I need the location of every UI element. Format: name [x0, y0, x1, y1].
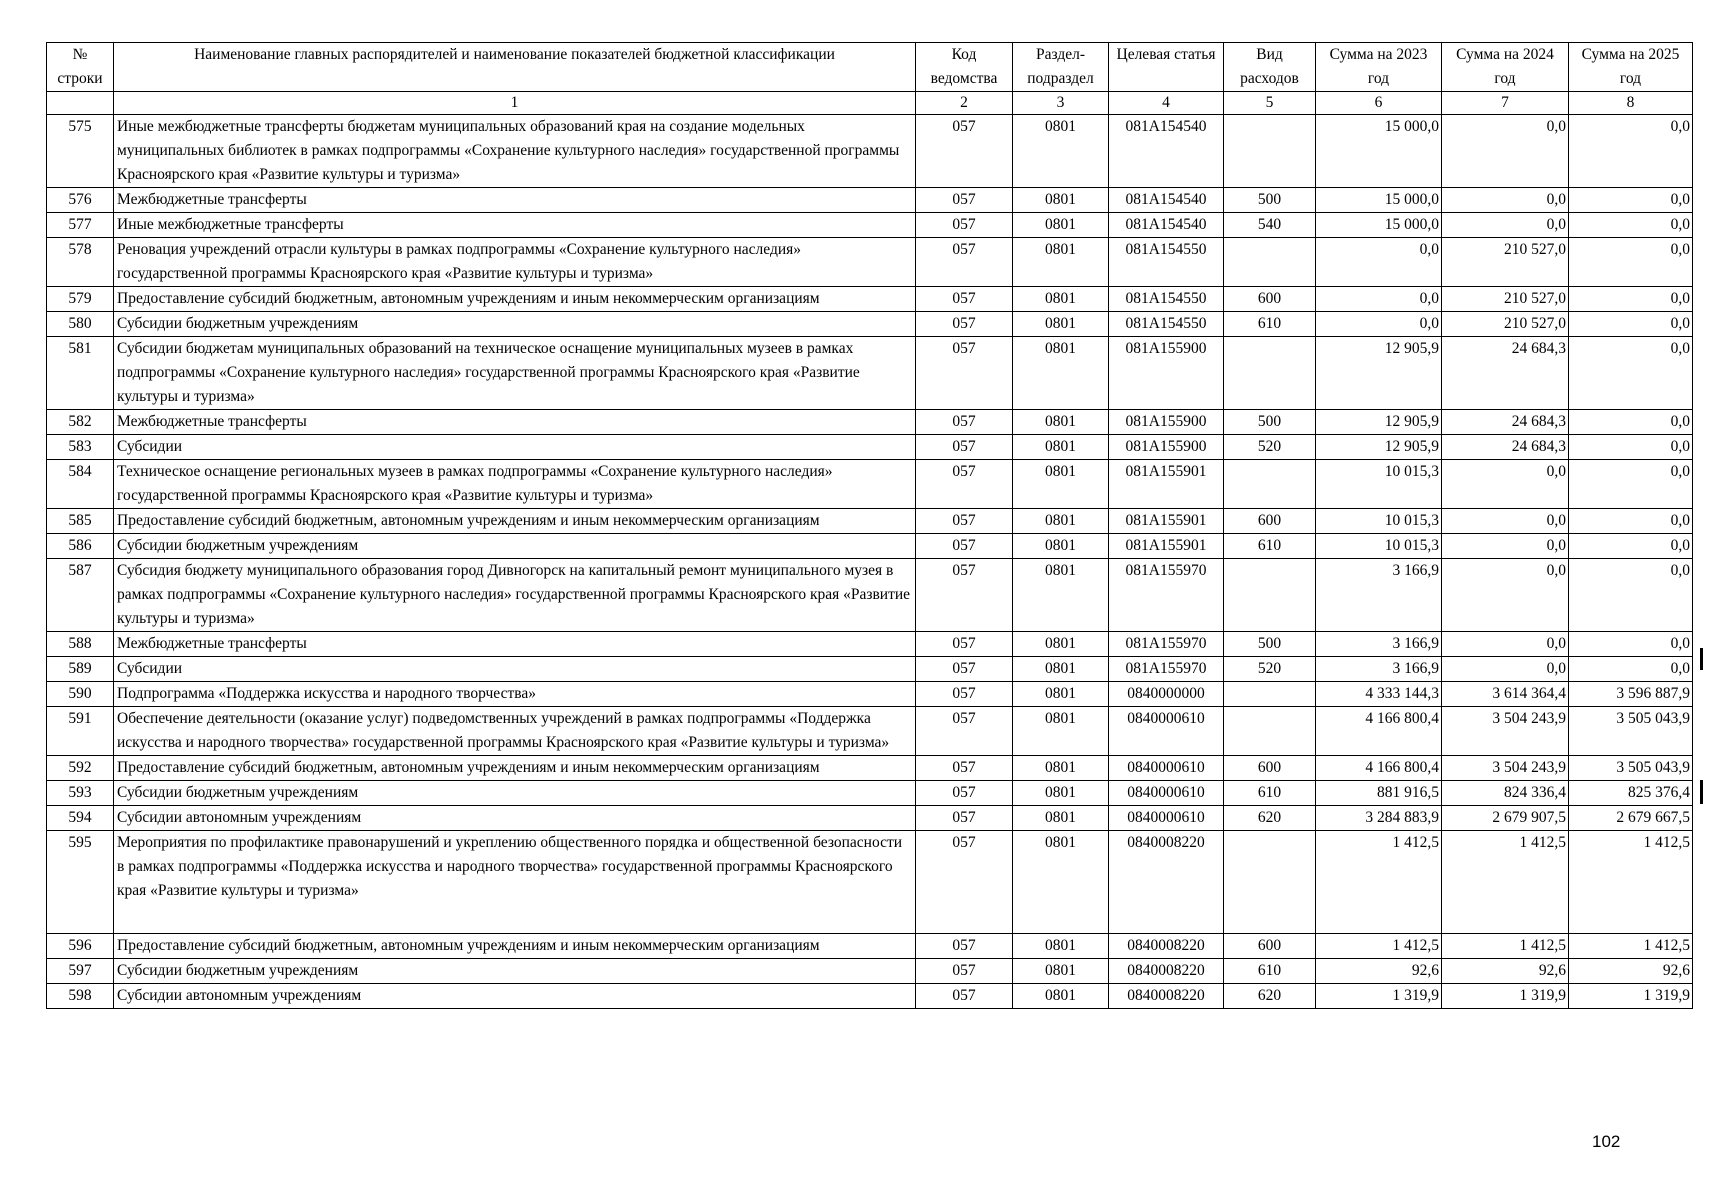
- cell-section: 0801: [1013, 460, 1109, 509]
- cell-sum-2025: 0,0: [1569, 287, 1693, 312]
- cell-section: 0801: [1013, 707, 1109, 756]
- page-number: 102: [1592, 1132, 1621, 1151]
- cell-sum-2023: 4 166 800,4: [1316, 756, 1442, 781]
- cell-sum-2024: 0,0: [1442, 460, 1569, 509]
- cell-department-code: 057: [916, 238, 1013, 287]
- cell-target-item: 081A154540: [1109, 213, 1224, 238]
- column-number: 5: [1224, 92, 1316, 115]
- cell-target-item: 0840008220: [1109, 959, 1224, 984]
- budget-table: [46, 42, 1693, 1009]
- table-row: [47, 337, 1693, 410]
- column-number: 3: [1013, 92, 1109, 115]
- cell-department-code: 057: [916, 934, 1013, 959]
- cell-row-number: 593: [47, 781, 114, 806]
- cell-sum-2025: 3 505 043,9: [1569, 707, 1693, 756]
- cell-sum-2023: 1 412,5: [1316, 934, 1442, 959]
- table-row: [47, 188, 1693, 213]
- cell-expense-type: 600: [1224, 509, 1316, 534]
- column-number: 8: [1569, 92, 1693, 115]
- cell-sum-2023: 3 284 883,9: [1316, 806, 1442, 831]
- cell-expense-type: 610: [1224, 534, 1316, 559]
- cell-sum-2025: 3 596 887,9: [1569, 682, 1693, 707]
- table-row: [47, 509, 1693, 534]
- column-number: 7: [1442, 92, 1569, 115]
- cell-sum-2023: 4 333 144,3: [1316, 682, 1442, 707]
- cell-name: Межбюджетные трансферты: [114, 632, 916, 657]
- cell-row-number: 589: [47, 657, 114, 682]
- cell-name: Реновация учреждений отрасли культуры в рамках подпрограммы «Сохранение культурного наследия» государственной программы Красноярского края «Развитие культуры и туризма»: [114, 238, 916, 287]
- cell-sum-2025: 3 505 043,9: [1569, 756, 1693, 781]
- cell-section: 0801: [1013, 312, 1109, 337]
- cell-expense-type: [1224, 682, 1316, 707]
- cell-target-item: 081A155900: [1109, 410, 1224, 435]
- cell-department-code: 057: [916, 410, 1013, 435]
- cell-department-code: 057: [916, 188, 1013, 213]
- cell-name: Межбюджетные трансферты: [114, 410, 916, 435]
- cell-sum-2024: 24 684,3: [1442, 410, 1569, 435]
- cell-target-item: 081A155901: [1109, 534, 1224, 559]
- cell-expense-type: 620: [1224, 806, 1316, 831]
- cell-sum-2025: 0,0: [1569, 213, 1693, 238]
- cell-department-code: 057: [916, 460, 1013, 509]
- cell-department-code: 057: [916, 707, 1013, 756]
- cell-expense-type: 600: [1224, 934, 1316, 959]
- cell-sum-2024: 92,6: [1442, 959, 1569, 984]
- table-row: [47, 934, 1693, 959]
- cell-name: Субсидии бюджетным учреждениям: [114, 534, 916, 559]
- cell-section: 0801: [1013, 959, 1109, 984]
- table-row: [47, 781, 1693, 806]
- cell-section: 0801: [1013, 984, 1109, 1009]
- cell-name: Иные межбюджетные трансферты бюджетам муниципальных образований края на создание модельных муниципальных библиотек в рамках подпрограммы «Сохранение культурного наследия» государственной программы Красноярского края «Развитие культуры и туризма»: [114, 115, 916, 188]
- cell-sum-2023: 0,0: [1316, 312, 1442, 337]
- table-body: [47, 115, 1693, 1009]
- cell-sum-2024: 1 319,9: [1442, 984, 1569, 1009]
- cell-sum-2023: 3 166,9: [1316, 559, 1442, 632]
- table-row: [47, 831, 1693, 934]
- header-section: Раздел-подраздел: [1013, 43, 1109, 92]
- cell-name: Предоставление субсидий бюджетным, автономным учреждениям и иным некоммерческим организациям: [114, 509, 916, 534]
- cell-expense-type: 620: [1224, 984, 1316, 1009]
- cell-expense-type: [1224, 238, 1316, 287]
- cell-section: 0801: [1013, 509, 1109, 534]
- column-number: 2: [916, 92, 1013, 115]
- cell-sum-2025: 0,0: [1569, 435, 1693, 460]
- cell-sum-2024: 0,0: [1442, 534, 1569, 559]
- cell-target-item: 081A154550: [1109, 287, 1224, 312]
- table-row: [47, 460, 1693, 509]
- cell-name: Субсидии автономным учреждениям: [114, 806, 916, 831]
- cell-sum-2023: 12 905,9: [1316, 410, 1442, 435]
- cell-target-item: 0840008220: [1109, 984, 1224, 1009]
- cell-section: 0801: [1013, 756, 1109, 781]
- cell-name: Предоставление субсидий бюджетным, автономным учреждениям и иным некоммерческим организациям: [114, 756, 916, 781]
- table-row: [47, 756, 1693, 781]
- column-number: 1: [114, 92, 916, 115]
- cell-section: 0801: [1013, 657, 1109, 682]
- cell-department-code: 057: [916, 312, 1013, 337]
- cell-section: 0801: [1013, 410, 1109, 435]
- cell-sum-2024: 0,0: [1442, 509, 1569, 534]
- cell-row-number: 592: [47, 756, 114, 781]
- header-row: [47, 43, 1693, 92]
- cell-name: Субсидии автономным учреждениям: [114, 984, 916, 1009]
- cell-department-code: 057: [916, 682, 1013, 707]
- table-row: [47, 287, 1693, 312]
- cell-sum-2025: 2 679 667,5: [1569, 806, 1693, 831]
- cell-sum-2023: 0,0: [1316, 238, 1442, 287]
- cell-row-number: 582: [47, 410, 114, 435]
- table-row: [47, 213, 1693, 238]
- cell-sum-2025: 0,0: [1569, 410, 1693, 435]
- cell-row-number: 591: [47, 707, 114, 756]
- cell-target-item: 081A154550: [1109, 312, 1224, 337]
- cell-sum-2023: 10 015,3: [1316, 534, 1442, 559]
- table-row: [47, 238, 1693, 287]
- cell-sum-2025: 1 412,5: [1569, 934, 1693, 959]
- cell-sum-2024: 24 684,3: [1442, 337, 1569, 410]
- cell-department-code: 057: [916, 984, 1013, 1009]
- cell-row-number: 578: [47, 238, 114, 287]
- cell-sum-2024: 3 614 364,4: [1442, 682, 1569, 707]
- cell-target-item: 0840008220: [1109, 831, 1224, 934]
- cell-row-number: 588: [47, 632, 114, 657]
- column-number-row: [47, 92, 1693, 115]
- cell-name: Предоставление субсидий бюджетным, автономным учреждениям и иным некоммерческим организациям: [114, 287, 916, 312]
- table-row: [47, 657, 1693, 682]
- cell-department-code: 057: [916, 509, 1013, 534]
- cell-section: 0801: [1013, 806, 1109, 831]
- cell-department-code: 057: [916, 959, 1013, 984]
- cell-name: Субсидии бюджетам муниципальных образований на техническое оснащение муниципальных музеев в рамках подпрограммы «Сохранение культурного наследия» государственной программы Красноярского края «Развитие культуры и туризма»: [114, 337, 916, 410]
- column-number: 4: [1109, 92, 1224, 115]
- cell-target-item: 0840000610: [1109, 781, 1224, 806]
- cell-name: Субсидии: [114, 657, 916, 682]
- cell-expense-type: [1224, 115, 1316, 188]
- cell-department-code: 057: [916, 756, 1013, 781]
- cell-row-number: 584: [47, 460, 114, 509]
- cell-sum-2025: 0,0: [1569, 632, 1693, 657]
- header-department-code: Код ведомства: [916, 43, 1013, 92]
- cell-expense-type: 500: [1224, 188, 1316, 213]
- cell-row-number: 594: [47, 806, 114, 831]
- cell-target-item: 081A154540: [1109, 188, 1224, 213]
- cell-name: Субсидии бюджетным учреждениям: [114, 959, 916, 984]
- cell-department-code: 057: [916, 781, 1013, 806]
- cell-department-code: 057: [916, 534, 1013, 559]
- cell-target-item: 081A155970: [1109, 559, 1224, 632]
- table-row: [47, 435, 1693, 460]
- cell-department-code: 057: [916, 559, 1013, 632]
- cell-row-number: 598: [47, 984, 114, 1009]
- cell-sum-2025: 0,0: [1569, 312, 1693, 337]
- table-row: [47, 632, 1693, 657]
- cell-target-item: 081A154550: [1109, 238, 1224, 287]
- cell-target-item: 0840008220: [1109, 934, 1224, 959]
- cell-sum-2025: 1 412,5: [1569, 831, 1693, 934]
- cell-section: 0801: [1013, 188, 1109, 213]
- cell-sum-2025: 825 376,4: [1569, 781, 1693, 806]
- header-sum-2025: Сумма на 2025 год: [1569, 43, 1693, 92]
- cell-row-number: 595: [47, 831, 114, 934]
- cell-expense-type: 520: [1224, 657, 1316, 682]
- cell-target-item: 0840000610: [1109, 756, 1224, 781]
- cell-expense-type: 600: [1224, 287, 1316, 312]
- cell-row-number: 590: [47, 682, 114, 707]
- cell-name: Межбюджетные трансферты: [114, 188, 916, 213]
- cell-sum-2025: 0,0: [1569, 534, 1693, 559]
- cell-name: Обеспечение деятельности (оказание услуг) подведомственных учреждений в рамках подпрограммы «Поддержка искусства и народного творчества» государственной программы Красноярского края «Развитие культуры и туризма»: [114, 707, 916, 756]
- cell-sum-2025: 0,0: [1569, 188, 1693, 213]
- table-row: [47, 707, 1693, 756]
- cell-section: 0801: [1013, 213, 1109, 238]
- cell-sum-2023: 1 412,5: [1316, 831, 1442, 934]
- cell-sum-2024: 0,0: [1442, 115, 1569, 188]
- table-row: [47, 559, 1693, 632]
- cell-department-code: 057: [916, 213, 1013, 238]
- scan-edge-mark: [1700, 780, 1703, 804]
- cell-name: Техническое оснащение региональных музеев в рамках подпрограммы «Сохранение культурного наследия» государственной программы Красноярского края «Развитие культуры и туризма»: [114, 460, 916, 509]
- cell-name: Субсидии бюджетным учреждениям: [114, 312, 916, 337]
- cell-name: Иные межбюджетные трансферты: [114, 213, 916, 238]
- cell-sum-2024: 0,0: [1442, 213, 1569, 238]
- cell-sum-2025: 0,0: [1569, 460, 1693, 509]
- cell-sum-2025: 0,0: [1569, 509, 1693, 534]
- cell-target-item: 081A155901: [1109, 509, 1224, 534]
- cell-row-number: 587: [47, 559, 114, 632]
- cell-sum-2024: 2 679 907,5: [1442, 806, 1569, 831]
- header-sum-2024: Сумма на 2024 год: [1442, 43, 1569, 92]
- cell-sum-2025: 92,6: [1569, 959, 1693, 984]
- cell-sum-2024: 1 412,5: [1442, 831, 1569, 934]
- cell-sum-2024: 824 336,4: [1442, 781, 1569, 806]
- cell-row-number: 583: [47, 435, 114, 460]
- cell-expense-type: [1224, 831, 1316, 934]
- cell-name: Субсидии бюджетным учреждениям: [114, 781, 916, 806]
- cell-sum-2025: 0,0: [1569, 657, 1693, 682]
- cell-sum-2023: 3 166,9: [1316, 632, 1442, 657]
- cell-section: 0801: [1013, 781, 1109, 806]
- cell-sum-2024: 210 527,0: [1442, 287, 1569, 312]
- cell-sum-2024: 0,0: [1442, 657, 1569, 682]
- cell-sum-2023: 15 000,0: [1316, 213, 1442, 238]
- header-name: Наименование главных распорядителей и наименование показателей бюджетной классификации: [114, 43, 916, 92]
- cell-row-number: 575: [47, 115, 114, 188]
- cell-target-item: 0840000000: [1109, 682, 1224, 707]
- cell-sum-2024: 0,0: [1442, 559, 1569, 632]
- cell-sum-2023: 0,0: [1316, 287, 1442, 312]
- cell-sum-2025: 0,0: [1569, 115, 1693, 188]
- header-target-item: Целевая статья: [1109, 43, 1224, 92]
- cell-expense-type: 610: [1224, 781, 1316, 806]
- cell-target-item: 081A155970: [1109, 657, 1224, 682]
- cell-name: Субсидия бюджету муниципального образования город Дивногорск на капитальный ремонт муниципального музея в рамках подпрограммы «Сохранение культурного наследия» государственной программы Красноярского края «Развитие культуры и туризма»: [114, 559, 916, 632]
- cell-sum-2025: 1 319,9: [1569, 984, 1693, 1009]
- cell-sum-2023: 10 015,3: [1316, 460, 1442, 509]
- cell-row-number: 586: [47, 534, 114, 559]
- cell-expense-type: [1224, 460, 1316, 509]
- cell-section: 0801: [1013, 934, 1109, 959]
- cell-expense-type: 600: [1224, 756, 1316, 781]
- cell-sum-2023: 881 916,5: [1316, 781, 1442, 806]
- cell-section: 0801: [1013, 831, 1109, 934]
- cell-row-number: 577: [47, 213, 114, 238]
- cell-section: 0801: [1013, 559, 1109, 632]
- header-sum-2023: Сумма на 2023 год: [1316, 43, 1442, 92]
- cell-sum-2025: 0,0: [1569, 238, 1693, 287]
- cell-expense-type: 610: [1224, 959, 1316, 984]
- cell-section: 0801: [1013, 682, 1109, 707]
- cell-expense-type: 610: [1224, 312, 1316, 337]
- cell-department-code: 057: [916, 657, 1013, 682]
- cell-expense-type: 500: [1224, 632, 1316, 657]
- cell-row-number: 576: [47, 188, 114, 213]
- table-row: [47, 806, 1693, 831]
- cell-section: 0801: [1013, 632, 1109, 657]
- cell-sum-2023: 92,6: [1316, 959, 1442, 984]
- cell-name: Подпрограмма «Поддержка искусства и народного творчества»: [114, 682, 916, 707]
- cell-row-number: 596: [47, 934, 114, 959]
- cell-sum-2025: 0,0: [1569, 337, 1693, 410]
- table-row: [47, 410, 1693, 435]
- cell-target-item: 081A155900: [1109, 337, 1224, 410]
- cell-target-item: 0840000610: [1109, 806, 1224, 831]
- cell-sum-2024: 3 504 243,9: [1442, 756, 1569, 781]
- cell-sum-2023: 15 000,0: [1316, 115, 1442, 188]
- cell-sum-2023: 12 905,9: [1316, 337, 1442, 410]
- cell-row-number: 579: [47, 287, 114, 312]
- table-row: [47, 984, 1693, 1009]
- cell-section: 0801: [1013, 287, 1109, 312]
- column-number: [47, 92, 114, 115]
- header-expense-type: Вид расходов: [1224, 43, 1316, 92]
- cell-sum-2024: 210 527,0: [1442, 312, 1569, 337]
- cell-target-item: 081A155900: [1109, 435, 1224, 460]
- cell-name: Предоставление субсидий бюджетным, автономным учреждениям и иным некоммерческим организациям: [114, 934, 916, 959]
- cell-row-number: 580: [47, 312, 114, 337]
- cell-sum-2023: 3 166,9: [1316, 657, 1442, 682]
- cell-name: Мероприятия по профилактике правонарушений и укреплению общественного порядка и общественной безопасности в рамках подпрограммы «Поддержка искусства и народного творчества» государственной программы Красноярского края «Развитие культуры и туризма»: [114, 831, 916, 934]
- cell-department-code: 057: [916, 287, 1013, 312]
- cell-sum-2024: 0,0: [1442, 188, 1569, 213]
- cell-sum-2023: 12 905,9: [1316, 435, 1442, 460]
- cell-sum-2024: 3 504 243,9: [1442, 707, 1569, 756]
- cell-sum-2023: 1 319,9: [1316, 984, 1442, 1009]
- cell-row-number: 581: [47, 337, 114, 410]
- cell-section: 0801: [1013, 534, 1109, 559]
- cell-expense-type: 540: [1224, 213, 1316, 238]
- table-row: [47, 312, 1693, 337]
- cell-target-item: 0840000610: [1109, 707, 1224, 756]
- cell-sum-2023: 4 166 800,4: [1316, 707, 1442, 756]
- cell-department-code: 057: [916, 435, 1013, 460]
- cell-expense-type: [1224, 337, 1316, 410]
- cell-row-number: 597: [47, 959, 114, 984]
- cell-department-code: 057: [916, 806, 1013, 831]
- cell-sum-2024: 0,0: [1442, 632, 1569, 657]
- cell-expense-type: 520: [1224, 435, 1316, 460]
- cell-target-item: 081A155970: [1109, 632, 1224, 657]
- table-row: [47, 959, 1693, 984]
- cell-department-code: 057: [916, 831, 1013, 934]
- cell-expense-type: 500: [1224, 410, 1316, 435]
- cell-sum-2024: 24 684,3: [1442, 435, 1569, 460]
- cell-sum-2023: 15 000,0: [1316, 188, 1442, 213]
- cell-sum-2024: 1 412,5: [1442, 934, 1569, 959]
- table-row: [47, 115, 1693, 188]
- scan-edge-mark: [1700, 648, 1703, 670]
- header-row-number: № строки: [47, 43, 114, 92]
- cell-section: 0801: [1013, 435, 1109, 460]
- cell-department-code: 057: [916, 337, 1013, 410]
- cell-name: Субсидии: [114, 435, 916, 460]
- cell-expense-type: [1224, 559, 1316, 632]
- cell-department-code: 057: [916, 632, 1013, 657]
- table-row: [47, 682, 1693, 707]
- cell-target-item: 081A155901: [1109, 460, 1224, 509]
- cell-section: 0801: [1013, 115, 1109, 188]
- cell-sum-2025: 0,0: [1569, 559, 1693, 632]
- cell-sum-2023: 10 015,3: [1316, 509, 1442, 534]
- cell-expense-type: [1224, 707, 1316, 756]
- cell-row-number: 585: [47, 509, 114, 534]
- cell-sum-2024: 210 527,0: [1442, 238, 1569, 287]
- table-row: [47, 534, 1693, 559]
- cell-section: 0801: [1013, 337, 1109, 410]
- cell-target-item: 081A154540: [1109, 115, 1224, 188]
- cell-department-code: 057: [916, 115, 1013, 188]
- column-number: 6: [1316, 92, 1442, 115]
- cell-section: 0801: [1013, 238, 1109, 287]
